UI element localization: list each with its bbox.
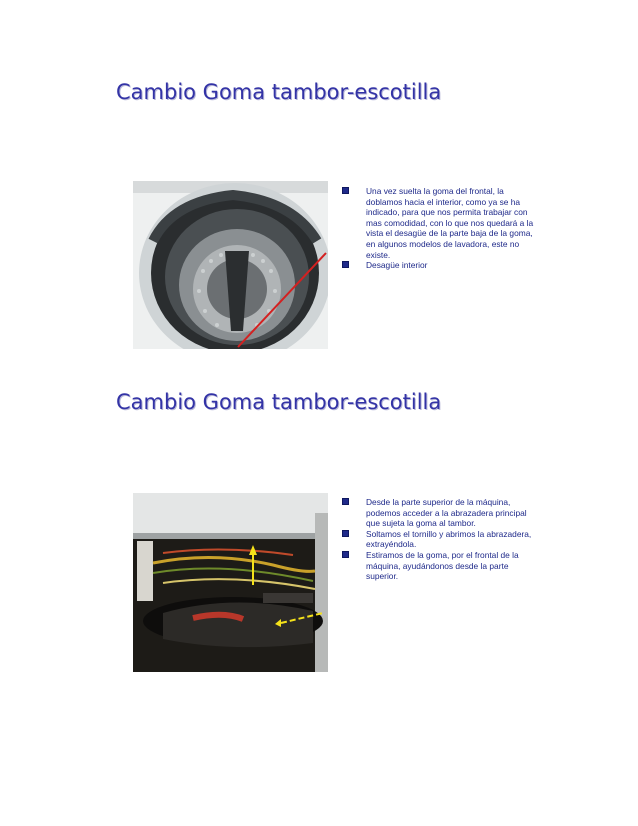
bullet-square-icon	[342, 530, 349, 537]
bullet-item: Desagüe interior	[342, 260, 534, 271]
drum-door-photo	[133, 181, 328, 349]
slide-title: Cambio Goma tambor-escotilla	[116, 80, 442, 104]
bullet-item: Una vez suelta la goma del frontal, la doblamos hacia el interior, como ya se ha indicado, para que nos permita trabajar con mas comodidad, con lo que nos quedará a la vista el desagüe de la parte baja de la goma, en algunos modelos de lavadora, este no existe.	[342, 186, 534, 260]
bullet-square-icon	[342, 498, 349, 505]
bullet-item: Desde la parte superior de la máquina, podemos acceder a la abrazadera principal que sujeta la goma al tambor.	[342, 497, 534, 529]
bullet-square-icon	[342, 261, 349, 268]
bullet-square-icon	[342, 187, 349, 194]
bullet-list	[342, 497, 534, 582]
bullet-square-icon	[342, 551, 349, 558]
bullet-list	[342, 186, 534, 271]
machine-top-photo	[133, 493, 328, 672]
slide-title: Cambio Goma tambor-escotilla	[116, 390, 442, 414]
bullet-item: Soltamos el tornillo y abrimos la abrazadera, extrayéndola.	[342, 529, 534, 550]
bullet-item: Estiramos de la goma, por el frontal de la máquina, ayudándonos desde la parte superior.	[342, 550, 534, 582]
